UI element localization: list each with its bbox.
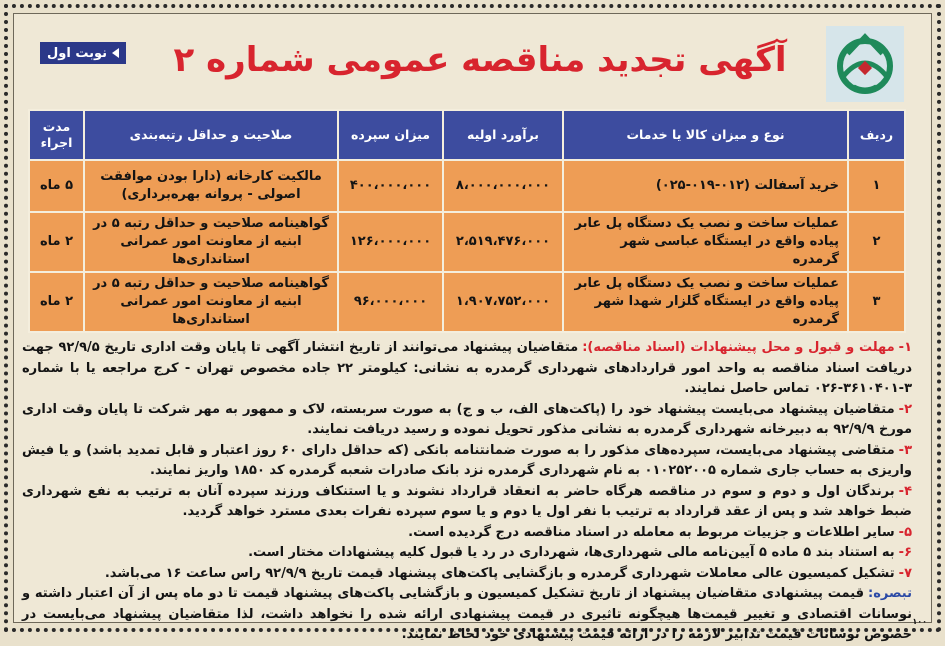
note [22,584,912,646]
term-number: ۷- [898,565,912,581]
header-row-number: ردیف [848,110,905,160]
ad-content [22,109,913,642]
term-number: ۵- [898,524,912,540]
cell-estimate: ۱،۹۰۷،۷۵۲،۰۰۰ [443,272,563,332]
term-number: ۲- [898,401,912,417]
cell-qualification: مالکیت کارخانه (دارا بودن موافقت اصولی - پروانه بهره‌برداری) [84,160,338,212]
term-number: ۱- [898,340,912,355]
cell-deposit: ۱۲۶،۰۰۰،۰۰۰ [338,212,443,272]
header-estimate: برآورد اولیه [443,110,563,160]
term-number: ۶- [898,545,912,560]
term-item [22,564,912,585]
header-qualification: صلاحیت و حداقل رتبه‌بندی [84,110,338,160]
edition-badge-label: نوبت اول [46,45,108,61]
cell-duration: ۵ ماه [29,160,84,212]
table-row [29,212,905,272]
cell-item: عملیات ساخت و نصب یک دستگاه پل عابر پیاده واقع در ایستگاه گلزار شهدا شهر گرمدره [563,272,848,332]
cell-deposit: ۴۰۰،۰۰۰،۰۰۰ [338,160,443,212]
header-duration: مدت اجراء [29,110,84,160]
table-header-row [29,110,905,160]
note-label: تبصره: [868,586,912,601]
edition-badge [40,42,126,64]
term-item [22,338,912,400]
term-item [22,441,912,482]
term-text: به استناد بند ۵ ماده ۵ آیین‌نامه مالی شهرداری‌ها، شهرداری در رد یا قبول کلیه پیشنهادات مختار است. [248,545,895,560]
cell-row-number: ۱ [848,160,905,212]
cell-qualification: گواهینامه صلاحیت و حداقل رتبه ۵ در ابنیه از معاونت امور عمرانی استانداری‌ها [84,212,338,272]
header-item: نوع و میزان کالا یا خدمات [563,110,848,160]
term-item [22,543,912,564]
term-text: متقاضیان پیشنهاد می‌توانند از تاریخ انتشار آگهی تا پایان وقت اداری تاریخ ۹۲/۹/۵ جهت دریافت اسناد مناقصه به واحد امور قراردادهای شهرداری گرمدره به نشانی: کیلومتر ۲۲ جاده مخصوص تهران - کرج مراجعه یا با شماره ۳-۳۶۱۰۴۰۱-۰۲۶ تماس حاصل نمایند. [22,340,913,396]
cell-estimate: ۲،۵۱۹،۴۷۶،۰۰۰ [443,212,563,272]
term-text: متقاضیان پیشنهاد می‌بایست پیشنهاد خود را (پاکت‌های الف، ب و ج) به صورت سربسته، لاک و ممهور به مهر شرکت تا پایان وقت اداری مورخ ۹۲/۹/۹ به دبیرخانه شهرداری گرمدره به نشانی مذکور تحویل نموده و رسید دریافت نمایند. [22,401,912,437]
cell-item: خرید آسفالت (۰۱۲-۰۱۹-۰۲۵) [563,160,848,212]
term-text: برندگان اول و دوم و سوم در مناقصه هرگاه حاضر به انعقاد قرارداد نشوند و یا استنکاف ورزند سپرده آنان به ترتیب به نفع شهرداری ضبط خواهد شد و پس از عقد قرارداد به ترتیب با نفر اول یا دوم و یا سوم سپرده نفرات بعدی مسترد خواهد گردید. [22,483,912,519]
cell-duration: ۲ ماه [29,272,84,332]
term-text: سایر اطلاعات و جزییات مربوط به معامله در اسناد مناقصه درج گردیده است. [408,524,895,540]
tender-table [28,109,906,333]
cell-row-number: ۳ [848,272,905,332]
term-number: ۳- [898,442,912,458]
cell-duration: ۲ ماه [29,212,84,272]
cell-estimate: ۸،۰۰۰،۰۰۰،۰۰۰ [443,160,563,212]
cell-row-number: ۲ [848,212,905,272]
term-heading: مهلت و قبول و محل پیشنهادات (اسناد مناقصه): [582,340,895,355]
term-text: تشکیل کمیسیون عالی معاملات شهرداری گرمدره و بازگشایی پاکت‌های پیشنهاد قیمت تاریخ ۹۲/۹/۹ راس ساعت ۱۶ می‌باشد. [104,565,895,581]
header-deposit: میزان سپرده [338,110,443,160]
term-text: متقاضی پیشنهاد می‌بایست، سپرده‌های مذکور را به صورت ضمانتنامه بانکی (که حداقل دارای ۶۰ روز اعتبار و قابل تمدید باشد) و یا فیش واریزی به حساب جاری شماره ۰۱۰۲۵۲۰۰۵ به نام شهرداری گرمدره نزد بانک صادرات شعبه گرمدره کد ۱۸۵۰ واریز نمایند. [22,442,912,478]
municipality-emblem-icon [826,26,904,102]
arrow-left-icon [112,48,119,58]
cell-qualification: گواهینامه صلاحیت و حداقل رتبه ۵ در ابنیه از معاونت امور عمرانی استانداری‌ها [84,272,338,332]
cell-deposit: ۹۶،۰۰۰،۰۰۰ [338,272,443,332]
table-row [29,272,905,332]
term-item [22,400,912,441]
table-row [29,160,905,212]
term-number: ۴- [898,483,912,499]
page-title: آگهی تجدید مناقصه عمومی شماره ۲ [173,40,787,80]
note-text: قیمت پیشنهادی متقاضیان پیشنهاد از تاریخ تشکیل کمیسیون و بازگشایی پاکت‌های پیشنهاد قیمت تا دو ماه پس از آن اعتبار داشته و نوسانات اقتصادی و تغییر قیمت‌ها هیچگونه تاثیری در قیمت پیشنهادی ارائه شده را نخواهد داشت، لذا متقاضیان پیشنهاد می‌بایست در خصوص نوسانات قیمت تدابیر لازمه را در ارائه قیمت پیشنهادی خود لحاظ نمایند. [22,586,912,642]
term-item [22,482,912,523]
terms-list [22,338,912,646]
municipality-logo [826,26,904,102]
cell-item: عملیات ساخت و نصب یک دستگاه پل عابر پیاده واقع در ایستگاه عباسی شهر گرمدره [563,212,848,272]
term-item [22,523,912,544]
ad-code: ۱۰۰ [912,617,927,626]
